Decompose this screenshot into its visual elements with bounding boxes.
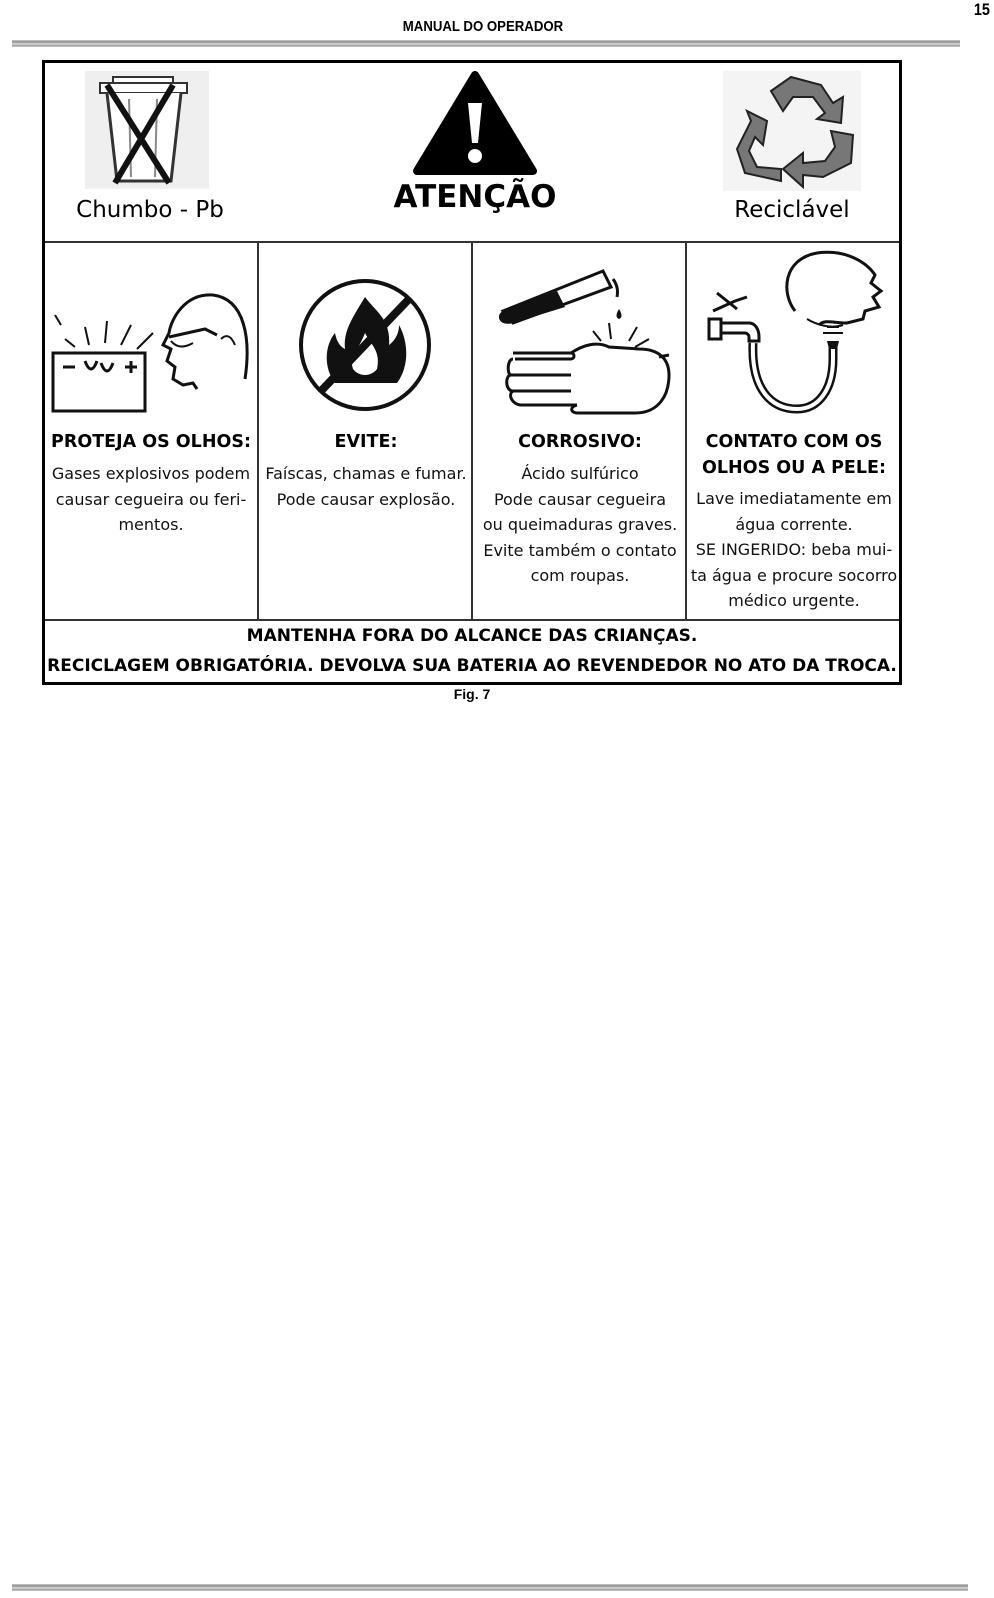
text-line: ta água e procure socorro [690,565,898,585]
corrosive-heading [473,429,687,455]
crossed-bin-icon [45,63,255,193]
label-hazard-row [45,243,899,621]
figure-caption: Fig. 7 [453,686,491,702]
warning-triangle-icon [355,63,595,175]
corrosive-text [473,461,687,589]
eye-protection-heading [45,429,257,455]
header-title: MANUAL DO OPERADOR [402,18,564,35]
heading-line: EVITE: [334,432,398,452]
text-line: ou queimaduras graves. [482,515,678,534]
text-line: Faíscas, chamas e fumar. [265,464,467,483]
text-line: com roupas. [530,566,630,585]
corrosive-icon [473,249,687,419]
text-line: SE INGERIDO: beba mui- [695,540,893,559]
contact-text [687,486,901,614]
no-flame-icon [259,249,473,419]
text-line: causar cegueira ou feri- [55,489,247,509]
corrosive-column [471,243,687,619]
attention-caption: ATENÇÃO [393,179,557,215]
avoid-text [259,461,473,512]
footer-line: MANTENHA FORA DO ALCANCE DAS CRIANÇAS. [246,626,698,646]
contact-heading [687,429,901,481]
label-top-row [45,63,899,243]
text-line: Lave imediatamente em [696,489,892,508]
text-line: Ácido sulfúrico [521,464,639,483]
text-line: médico urgente. [728,591,860,610]
text-line: mentos. [118,515,184,534]
recyclable-cell [685,63,899,241]
label-footer [45,621,899,682]
avoid-heading [259,429,473,455]
lead-cell [45,63,255,241]
contact-column [685,243,901,619]
avoid-column [257,243,473,619]
text-line: Pode causar explosão. [276,489,456,509]
header-rule [12,40,960,47]
eye-wash-icon [687,249,901,419]
heading-line: OLHOS OU A PELE: [702,458,886,478]
heading-line: PROTEJA OS OLHOS: [51,432,251,452]
battery-warning-label [42,60,902,685]
attention-cell [355,63,595,241]
text-line: água corrente. [735,514,853,534]
page-number: 15 [973,0,990,19]
eye-protection-icon [45,249,257,419]
footer-line: RECICLAGEM OBRIGATÓRIA. DEVOLVA SUA BATERIA AO REVENDEDOR NO ATO DA TROCA. [47,656,897,676]
text-line: Pode causar cegueira [493,489,667,509]
recycle-icon [685,63,899,193]
eye-protection-text [45,461,257,538]
footer-rule [12,1584,968,1591]
eye-protection-column [45,243,257,619]
heading-line: CORROSIVO: [518,432,642,452]
heading-line: CONTATO COM OS [705,432,883,452]
lead-caption: Chumbo - Pb [76,197,224,223]
text-line: Evite também o contato [483,540,677,560]
text-line: Gases explosivos podem [51,464,251,483]
recyclable-caption: Reciclável [734,197,850,223]
